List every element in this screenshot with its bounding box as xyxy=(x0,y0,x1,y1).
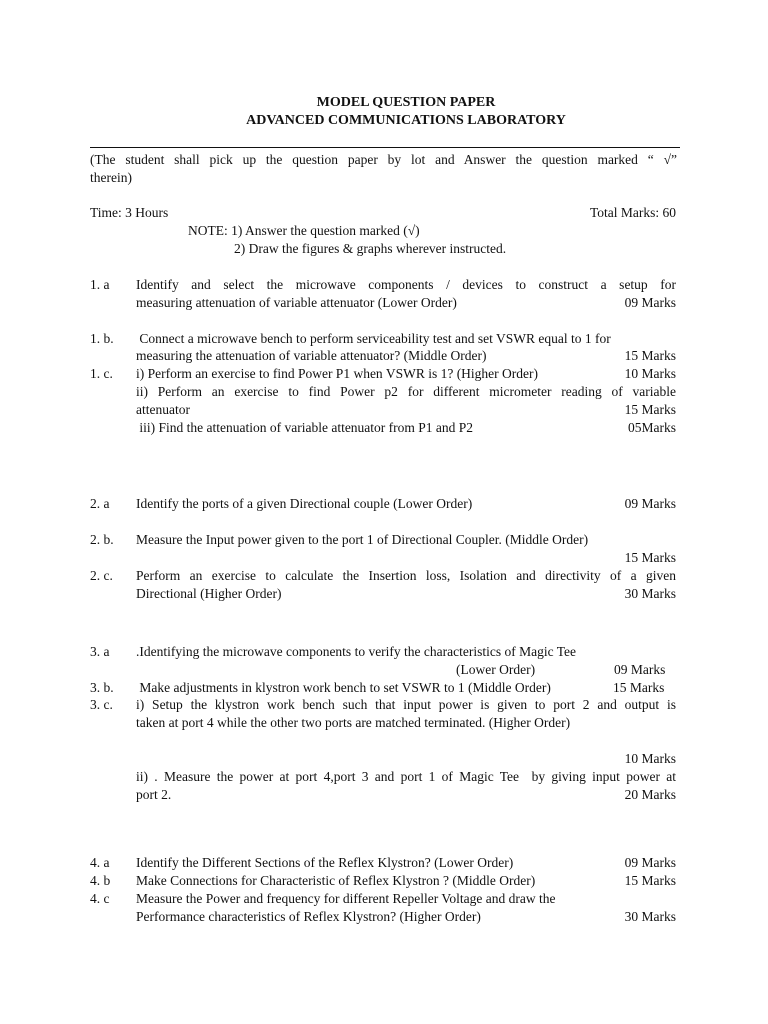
time-label: Time: 3 Hours xyxy=(90,205,169,220)
question-2c-line-2: Directional (Higher Order) xyxy=(136,586,282,601)
question-1b-line-1: Connect a microwave bench to perform serviceability test and set VSWR equal to 1 for xyxy=(136,331,611,346)
question-2c-marks: 30 Marks xyxy=(624,586,676,601)
question-1a-marks: 09 Marks xyxy=(624,295,676,310)
question-4c-line-1: Measure the Power and frequency for different Repeller Voltage and draw the xyxy=(136,891,556,906)
question-2c-line-1: Perform an exercise to calculate the Insertion loss, Isolation and directivity of a given xyxy=(136,568,676,583)
instruction-line-2: therein) xyxy=(90,170,132,185)
question-number-4a: 4. a xyxy=(90,855,110,870)
question-4b-line-1: Make Connections for Characteristic of Reflex Klystron ? (Middle Order) xyxy=(136,873,536,888)
question-number-3c: 3. c. xyxy=(90,697,113,712)
question-number-3a: 3. a xyxy=(90,644,110,659)
question-2a-line-1: Identify the ports of a given Directional couple (Lower Order) xyxy=(136,496,473,511)
instruction-line-1: (The student shall pick up the question paper by lot and Answer the question marked “ √” xyxy=(90,152,677,167)
question-1c-part-iii: iii) Find the attenuation of variable attenuator from P1 and P2 xyxy=(136,420,474,435)
question-number-4b: 4. b xyxy=(90,873,111,888)
question-3b-line-1: Make adjustments in klystron work bench to set VSWR to 1 (Middle Order) xyxy=(136,680,551,695)
question-1a-line-2: measuring attenuation of variable attenuator (Lower Order) xyxy=(136,295,457,310)
question-3c-part-ii-line-1: ii) . Measure the power at port 4,port 3 and port 1 of Magic Tee by giving input power at xyxy=(136,769,676,784)
question-number-1a: 1. a xyxy=(90,277,110,292)
question-2b-line-1: Measure the Input power given to the port 1 of Directional Coupler. (Middle Order) xyxy=(136,532,589,547)
question-3a-marks: 09 Marks xyxy=(614,662,666,677)
question-4a-marks: 09 Marks xyxy=(624,855,676,870)
total-marks-label: Total Marks: 60 xyxy=(589,205,676,220)
question-2a-marks: 09 Marks xyxy=(624,496,676,511)
question-1b-line-2: measuring the attenuation of variable attenuator? (Middle Order) xyxy=(136,348,487,363)
question-1c-part-ii-line-2: attenuator xyxy=(136,402,190,417)
question-2b-marks: 15 Marks xyxy=(624,550,676,565)
header-divider xyxy=(90,147,680,148)
question-number-2a: 2. a xyxy=(90,496,110,511)
question-4b-marks: 15 Marks xyxy=(624,873,676,888)
question-1c-part-iii-marks: 05Marks xyxy=(628,420,676,435)
question-1c-part-i-marks: 10 Marks xyxy=(624,366,676,381)
question-number-2b: 2. b. xyxy=(90,532,114,547)
question-3c-part-ii-marks: 20 Marks xyxy=(624,787,676,802)
note-1: NOTE: 1) Answer the question marked (√) xyxy=(188,223,420,238)
question-number-3b: 3. b. xyxy=(90,680,114,695)
question-4c-line-2: Performance characteristics of Reflex Klystron? (Higher Order) xyxy=(136,909,481,924)
question-number-1c: 1. c. xyxy=(90,366,113,381)
question-3a-line-1: .Identifying the microwave components to verify the characteristics of Magic Tee xyxy=(136,644,577,659)
question-1c-part-ii-line-1: ii) Perform an exercise to find Power p2 for different micrometer reading of variable xyxy=(136,384,676,399)
note-2: 2) Draw the figures & graphs wherever instructed. xyxy=(234,241,507,256)
question-1c-part-i: i) Perform an exercise to find Power P1 when VSWR is 1? (Higher Order) xyxy=(136,366,539,381)
question-1b-marks: 15 Marks xyxy=(624,348,676,363)
question-4c-marks: 30 Marks xyxy=(624,909,676,924)
question-4a-line-1: Identify the Different Sections of the Reflex Klystron? (Lower Order) xyxy=(136,855,514,870)
question-1c-part-ii-marks: 15 Marks xyxy=(624,402,676,417)
question-3b-marks: 15 Marks xyxy=(613,680,665,695)
question-3a-order: (Lower Order) xyxy=(456,662,536,677)
question-1a-line-1: Identify and select the microwave components / devices to construct a setup for xyxy=(136,277,676,292)
question-number-1b: 1. b. xyxy=(90,331,114,346)
question-number-4c: 4. c xyxy=(90,891,110,906)
lab-title: ADVANCED COMMUNICATIONS LABORATORY xyxy=(246,113,566,128)
question-number-2c: 2. c. xyxy=(90,568,113,583)
paper-title: MODEL QUESTION PAPER xyxy=(316,95,496,110)
question-3c-part-i-line-2: taken at port 4 while the other two ports are matched terminated. (Higher Order) xyxy=(136,715,571,730)
question-3c-part-ii-line-2: port 2. xyxy=(136,787,172,802)
question-3c-part-i-marks: 10 Marks xyxy=(624,751,676,766)
question-3c-part-i-line-1: i) Setup the klystron work bench such that input power is given to port 2 and output is xyxy=(136,697,676,712)
